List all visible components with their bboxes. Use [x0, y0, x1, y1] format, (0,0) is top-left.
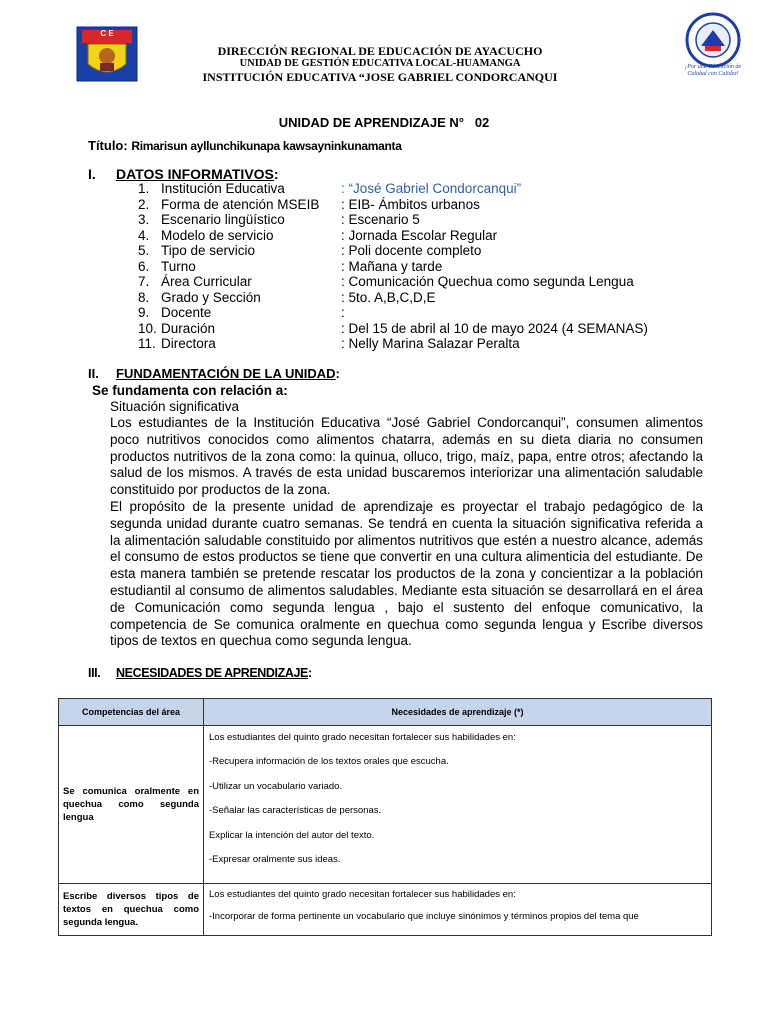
section-2-subhead: Se fundamenta con relación a:	[92, 383, 288, 398]
item-key: Turno	[161, 258, 196, 274]
item-sep: :	[341, 289, 349, 305]
list-item	[138, 196, 480, 213]
item-value: Poli docente completo	[348, 243, 482, 258]
column-header-competencias: Competencias del área	[59, 699, 204, 726]
necesidad-line: -Utilizar un vocabulario variado.	[209, 780, 343, 792]
item-number: 11.	[138, 336, 156, 351]
item-sep: :	[341, 274, 349, 289]
unit-title: UNIDAD DE APRENDIZAJE N° 02	[278, 115, 490, 130]
item-sep: :	[341, 212, 349, 227]
item-value: Mañana y tarde	[348, 258, 443, 274]
item-number: 1.	[138, 181, 150, 196]
list-item	[138, 336, 520, 352]
necesidad-line: -Señalar las características de personas.	[209, 805, 382, 817]
necesidades-table	[58, 698, 712, 936]
titulo-value: Rimarisun ayllunchikunapa kawsayninkunamanta	[131, 139, 402, 153]
item-sep: :	[341, 196, 349, 212]
item-number: 5.	[138, 243, 150, 258]
item-number: 8.	[138, 289, 150, 305]
item-number: 2.	[138, 196, 150, 212]
item-key: Docente	[161, 305, 212, 320]
table-row	[59, 884, 712, 936]
item-key: Institución Educativa	[161, 181, 285, 196]
item-sep: :	[341, 336, 349, 351]
item-number: 10.	[138, 320, 157, 336]
paragraph-1: Los estudiantes de la Institución Educativa “José Gabriel Condorcanqui”, consumen alimentos poco nutritivos conocidos como alimentos chatarra, además en su dieta diaria no consumen productos nutritivos de la zona como: la quinua, olluco, trigo, maíz, papa, entre otros; afectando la salud de los mismos. A través de esta unidad buscaremos interiorizar una alimentación saludable constituido por productos de la zona.	[110, 415, 703, 498]
list-item	[138, 274, 634, 290]
item-sep: :	[341, 243, 349, 258]
titulo-label: Título:	[88, 138, 128, 153]
situacion-subtitle: Situación significativa	[110, 399, 240, 414]
list-item	[138, 227, 498, 244]
table-header-row	[59, 699, 712, 726]
item-key: Grado y Sección	[161, 289, 261, 305]
item-value: EIB- Ámbitos urbanos	[348, 196, 480, 212]
item-sep: :	[341, 320, 349, 336]
necesidades-cell	[204, 726, 712, 884]
item-key: Tipo de servicio	[161, 243, 256, 258]
item-value: José Gabriel Condorcanqui”	[353, 181, 522, 196]
necesidad-line: Los estudiantes del quinto grado necesitan fortalecer sus habilidades en:	[209, 889, 516, 900]
necesidad-line: -Expresar oralmente sus ideas.	[209, 854, 341, 866]
datos-informativos-list	[138, 181, 648, 352]
section-3-number: III.	[88, 666, 101, 680]
competencia-cell: Escribe diversos tipos de textos en quechua como segunda lengua.	[59, 884, 204, 936]
item-key: Escenario lingüístico	[161, 212, 285, 227]
item-number: 3.	[138, 212, 150, 227]
section-3-heading	[88, 666, 312, 680]
necesidad-line: Explicar la intención del autor del texto.	[209, 829, 375, 841]
necesidad-line: -Recupera información de los textos orales que escucha.	[209, 756, 449, 768]
ugel-seal-logo	[683, 12, 743, 90]
item-key: Forma de atención MSEIB	[161, 196, 320, 212]
item-number: 6.	[138, 258, 150, 274]
item-number: 4.	[138, 227, 150, 243]
item-sep: :	[341, 305, 345, 320]
list-item	[138, 212, 420, 228]
item-sep: :	[341, 227, 349, 243]
item-value: Del 15 de abril al 10 de mayo 2024 (4 SEMANAS)	[348, 320, 648, 336]
titulo-line	[88, 138, 402, 153]
necesidades-cell	[204, 884, 712, 936]
table-row	[59, 726, 712, 884]
item-number: 7.	[138, 274, 150, 289]
list-item	[138, 289, 436, 306]
section-2-heading	[88, 366, 340, 381]
section-3-title: NECESIDADES DE APRENDIZAJE	[116, 666, 308, 680]
item-key: Modelo de servicio	[161, 227, 274, 243]
competencia-cell: Se comunica oralmente en quechua como segunda lengua	[59, 726, 204, 884]
section-2-number: II.	[88, 366, 99, 381]
section-2-title: FUNDAMENTACIÓN DE LA UNIDAD	[116, 366, 336, 381]
logo-left-text: C E	[100, 29, 114, 38]
item-sep: : “	[341, 181, 353, 196]
item-key: Área Curricular	[161, 274, 252, 289]
section-1-title: DATOS INFORMATIVOS	[116, 166, 274, 182]
logo-right-caption: ¡Por una Educación de Calidad con Calidez!	[684, 64, 742, 77]
item-value: Escenario 5	[348, 212, 420, 227]
list-item	[138, 305, 345, 321]
paragraph-2: El propósito de la presente unidad de aprendizaje es proyectar el trabajo pedagógico de la segunda unidad durante cuatro semanas. Se tendrá en cuenta la situación significativa referida a la alimentación saludable constituido por alimentos nutritivos que estén a nuestro alcance, además el consumo de estos productos se tiene que convertir en una cultura alimenticia del estudiante. De esta manera también se pretende rescatar los productos de la zona y concientizar a la población estudiantil al consumo de alimentos saludables. Mediante esta situación se desarrollará en el área de Comunicación como segunda lengua , bajo el sustento del enfoque comunicativo, la competencia de Se comunica oralmente en quechua como segunda lengua y Escribe diversos tipos de textos en quechua como segunda lengua.	[110, 499, 703, 649]
section-1-number: I.	[88, 166, 96, 182]
header-line-2: UNIDAD DE GESTIÓN EDUCATIVA LOCAL-HUAMANGA	[239, 58, 521, 69]
item-value: 5to. A,B,C,D,E	[348, 289, 436, 305]
section-2-colon: :	[335, 366, 340, 381]
item-value: Comunicación Quechua como segunda Lengua	[348, 274, 634, 289]
item-key: Directora	[161, 336, 216, 351]
list-item	[138, 258, 443, 275]
column-header-necesidades: Necesidades de aprendizaje (*)	[204, 699, 712, 726]
header-line-3: INSTITUCIÓN EDUCATIVA “JOSE GABRIEL CONDORCANQUI	[202, 70, 558, 84]
section-3-colon: :	[307, 666, 312, 680]
list-item	[138, 243, 482, 259]
section-1-heading	[88, 166, 279, 182]
item-key: Duración	[161, 320, 216, 336]
item-value: Nelly Marina Salazar Peralta	[348, 336, 520, 351]
item-value: Jornada Escolar Regular	[348, 227, 498, 243]
list-item	[138, 320, 648, 337]
item-number: 9.	[138, 305, 150, 320]
necesidad-line: Los estudiantes del quinto grado necesitan fortalecer sus habilidades en:	[209, 732, 516, 743]
header-line-1: DIRECCIÓN REGIONAL DE EDUCACIÓN DE AYACUCHO	[217, 44, 543, 58]
necesidad-line: -Incorporar de forma pertinente un vocabulario que incluye sinónimos y términos propios del tema que	[209, 911, 639, 922]
section-1-colon: :	[273, 166, 279, 182]
item-sep: :	[341, 258, 349, 274]
school-logo-left	[76, 26, 138, 82]
list-item	[138, 181, 522, 197]
